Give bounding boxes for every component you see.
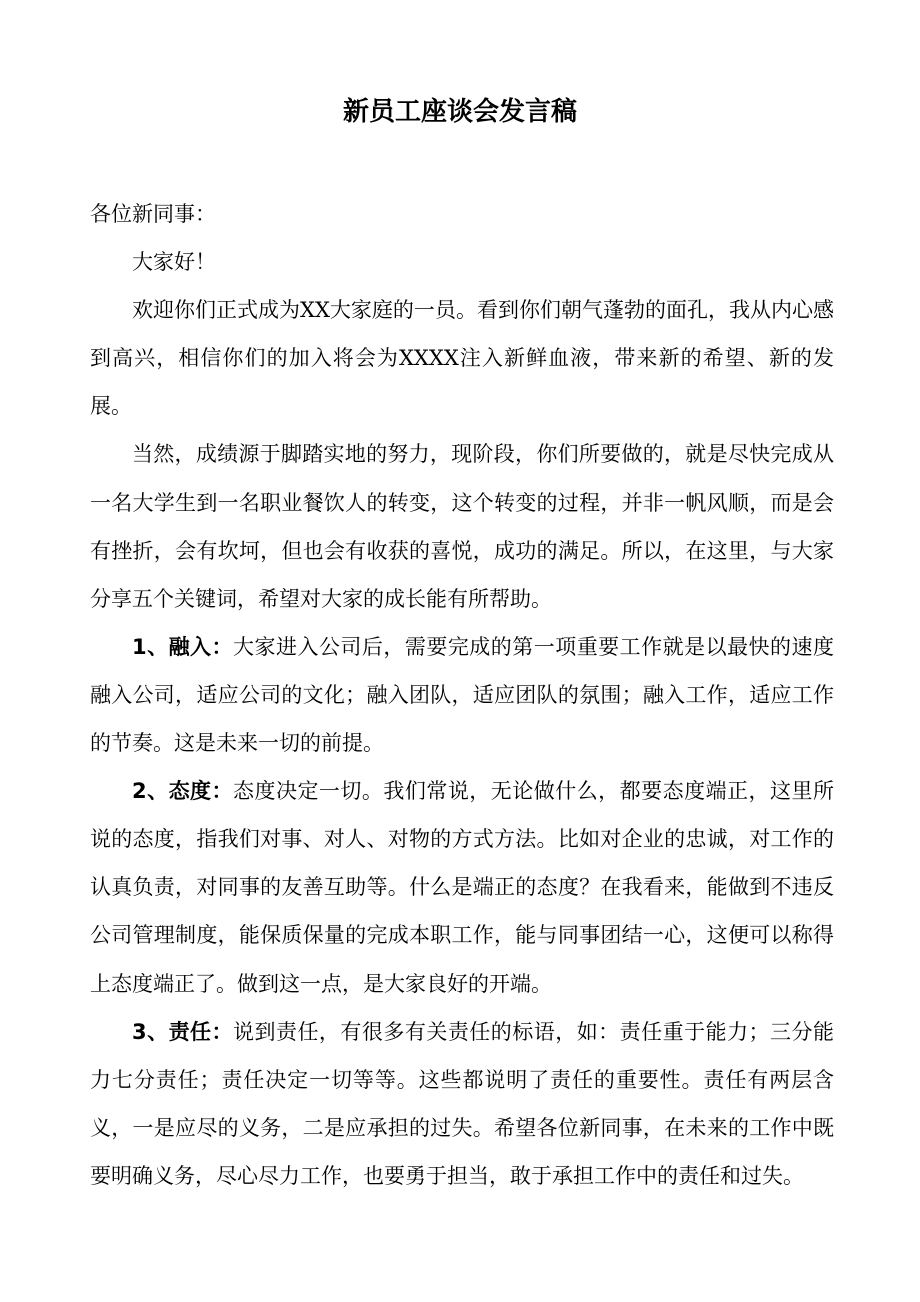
keyword-text: 大家进入公司后，需要完成的第一项重要工作就是以最快的速度融入公司，适应公司的文化；融入团队，适应团队的氛围；融入工作，适应工作的节奏。这是未来一切的前提。 bbox=[90, 634, 834, 756]
keyword-label: 1、融入： bbox=[132, 634, 234, 659]
keyword-paragraph-integration bbox=[90, 623, 834, 767]
keyword-paragraph-responsibility bbox=[90, 1008, 834, 1200]
keyword-text: 态度决定一切。我们常说，无论做什么，都要态度端正，这里所说的态度，指我们对事、对人、对物的方式方法。比如对企业的忠诚，对工作的认真负责，对同事的友善互助等。什么是端正的态度？在我看来，能做到不违反公司管理制度，能保质保量的完成本职工作，能与同事团结一心，这便可以称得上态度端正了。做到这一点，是大家良好的开端。 bbox=[90, 779, 834, 996]
paragraph-transition: 当然，成绩源于脚踏实地的努力，现阶段，你们所要做的，就是尽快完成从一名大学生到一名职业餐饮人的转变，这个转变的过程，并非一帆风顺，而是会有挫折，会有坎坷，但也会有收获的喜悦，成功的满足。所以，在这里，与大家分享五个关键词，希望对大家的成长能有所帮助。 bbox=[90, 442, 834, 611]
greeting: 大家好！ bbox=[132, 250, 216, 275]
keyword-label: 2、态度： bbox=[132, 779, 234, 804]
document-title: 新员工座谈会发言稿 bbox=[342, 97, 577, 127]
keyword-label: 3、责任： bbox=[132, 1019, 234, 1044]
document-body bbox=[90, 190, 834, 1200]
keyword-text: 说到责任，有很多有关责任的标语，如：责任重于能力；三分能力七分责任；责任决定一切等等。这些都说明了责任的重要性。责任有两层含义，一是应尽的义务，二是应承担的过失。希望各位新同事，在未来的工作中既要明确义务，尽心尽力工作，也要勇于担当，敢于承担工作中的责任和过失。 bbox=[90, 1019, 834, 1188]
keyword-paragraph-attitude bbox=[90, 767, 834, 1007]
salutation: 各位新同事： bbox=[90, 202, 216, 226]
paragraph-welcome: 欢迎你们正式成为XX大家庭的一员。看到你们朝气蓬勃的面孔，我从内心感到高兴，相信你们的加入将会为XXXX注入新鲜血液，带来新的希望、新的发展。 bbox=[90, 298, 834, 419]
